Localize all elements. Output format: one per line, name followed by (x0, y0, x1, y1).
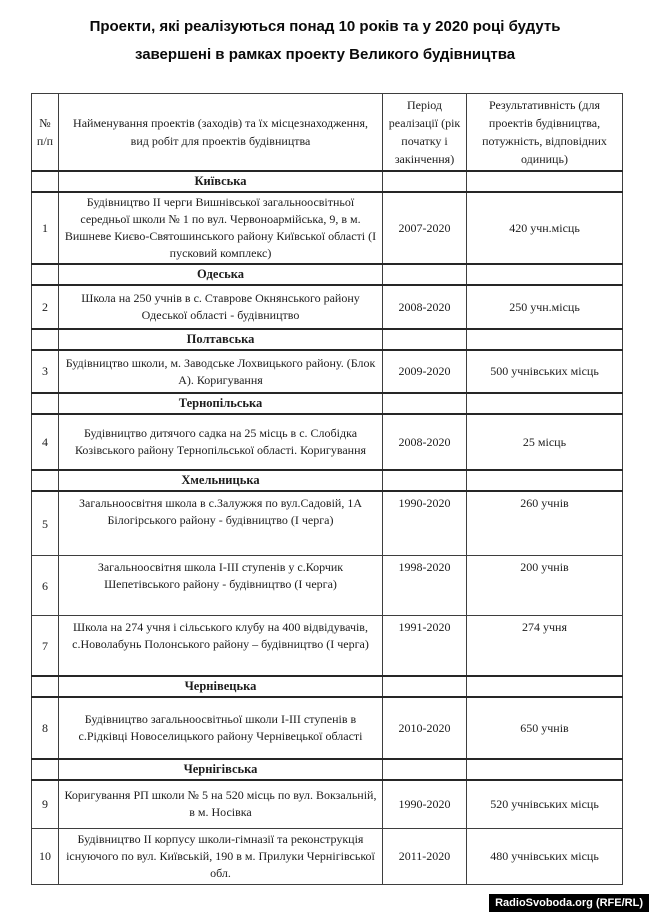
region-row-ternopilska (32, 393, 623, 414)
header-name: Найменування проектів (заходів) та їх місцезнаходження, вид робіт для проектів будівництва (59, 94, 383, 172)
project-name: Школа на 274 учня і сільського клубу на 400 відвідувачів, с.Новолабунь Полонського району – будівництво (І черга) (59, 615, 383, 676)
region-label: Полтавська (59, 329, 383, 350)
project-name: Будівництво ІІ корпусу школи-гімназії та реконструкція існуючого по вул. Київській, 190 в м. Прилуки Чернігівської обл. (59, 828, 383, 884)
project-period: 2008-2020 (383, 285, 467, 329)
region-label: Чернігівська (59, 759, 383, 780)
header-result: Результативність (для проектів будівництва, потужність, відповідних одиниць) (467, 94, 623, 172)
region-row-chernihivska (32, 759, 623, 780)
table-row (32, 555, 623, 615)
project-result: 520 учнівських місць (467, 780, 623, 828)
project-result: 420 учн.місць (467, 192, 623, 264)
region-row-chernivetska (32, 676, 623, 697)
region-row-kyivska (32, 171, 623, 192)
project-name: Коригування РП школи № 5 на 520 місць по вул. Вокзальній, в м. Носівка (59, 780, 383, 828)
row-number: 4 (32, 414, 59, 470)
region-row-khmelnytska (32, 470, 623, 491)
project-result: 25 місць (467, 414, 623, 470)
region-label: Київська (59, 171, 383, 192)
region-label: Одеська (59, 264, 383, 285)
project-period: 2010-2020 (383, 697, 467, 759)
project-name: Будівництво ІІ черги Вишнівської загальноосвітньої середньої школи № 1 по вул. Червоноармійська, 9, в м. Вишневе Києво-Святошинського району Київської області (І пусковий комплекс) (59, 192, 383, 264)
projects-table (31, 93, 623, 885)
project-period: 1990-2020 (383, 491, 467, 555)
page-title (0, 0, 650, 69)
row-number: 7 (32, 615, 59, 676)
source-credit-badge: RadioSvoboda.org (RFE/RL) (489, 894, 649, 912)
row-number: 1 (32, 192, 59, 264)
header-period: Період реалізації (рік початку і закінчення) (383, 94, 467, 172)
project-result: 650 учнів (467, 697, 623, 759)
project-name: Загальноосвітня школа в с.Залужжя по вул.Садовій, 1А Білогірського району - будівництво (І черга) (59, 491, 383, 555)
header-row (32, 94, 623, 172)
project-result: 274 учня (467, 615, 623, 676)
row-number: 8 (32, 697, 59, 759)
project-name: Загальноосвітня школа І-ІІІ ступенів у с.Корчик Шепетівського району - будівництво (І черга) (59, 555, 383, 615)
table-row (32, 828, 623, 884)
project-name: Будівництво школи, м. Заводське Лохвицького району. (Блок А). Коригування (59, 350, 383, 393)
region-label: Хмельницька (59, 470, 383, 491)
project-result: 500 учнівських місць (467, 350, 623, 393)
project-period: 2011-2020 (383, 828, 467, 884)
project-result: 200 учнів (467, 555, 623, 615)
project-period: 2009-2020 (383, 350, 467, 393)
page-title-line-1: Проекти, які реалізуються понад 10 років та у 2020 році будуть (89, 18, 561, 35)
table-row (32, 192, 623, 264)
row-number: 5 (32, 491, 59, 555)
region-row-odeska (32, 264, 623, 285)
header-num: № п/п (32, 94, 59, 172)
project-period: 1998-2020 (383, 555, 467, 615)
table-row (32, 350, 623, 393)
project-period: 1991-2020 (383, 615, 467, 676)
project-period: 2008-2020 (383, 414, 467, 470)
table-row (32, 414, 623, 470)
table-row (32, 285, 623, 329)
row-number: 3 (32, 350, 59, 393)
row-number: 10 (32, 828, 59, 884)
project-period: 1990-2020 (383, 780, 467, 828)
region-label: Тернопільська (59, 393, 383, 414)
project-result: 480 учнівських місць (467, 828, 623, 884)
table-row (32, 491, 623, 555)
table-row (32, 697, 623, 759)
project-name: Школа на 250 учнів в с. Ставрове Окнянського району Одеської області - будівництво (59, 285, 383, 329)
project-period: 2007-2020 (383, 192, 467, 264)
row-number: 2 (32, 285, 59, 329)
project-result: 250 учн.місць (467, 285, 623, 329)
table-row (32, 780, 623, 828)
page-title-line-2: завершені в рамках проекту Великого будівництва (134, 46, 516, 63)
region-label: Чернівецька (59, 676, 383, 697)
table-row (32, 615, 623, 676)
row-number: 6 (32, 555, 59, 615)
project-name: Будівництво загальноосвітньої школи І-ІІІ ступенів в с.Рідківці Новоселицького району Чернівецької області (59, 697, 383, 759)
project-name: Будівництво дитячого садка на 25 місць в с. Слобідка Козівського району Тернопільської області. Коригування (59, 414, 383, 470)
row-number: 9 (32, 780, 59, 828)
region-row-poltavska (32, 329, 623, 350)
project-result: 260 учнів (467, 491, 623, 555)
